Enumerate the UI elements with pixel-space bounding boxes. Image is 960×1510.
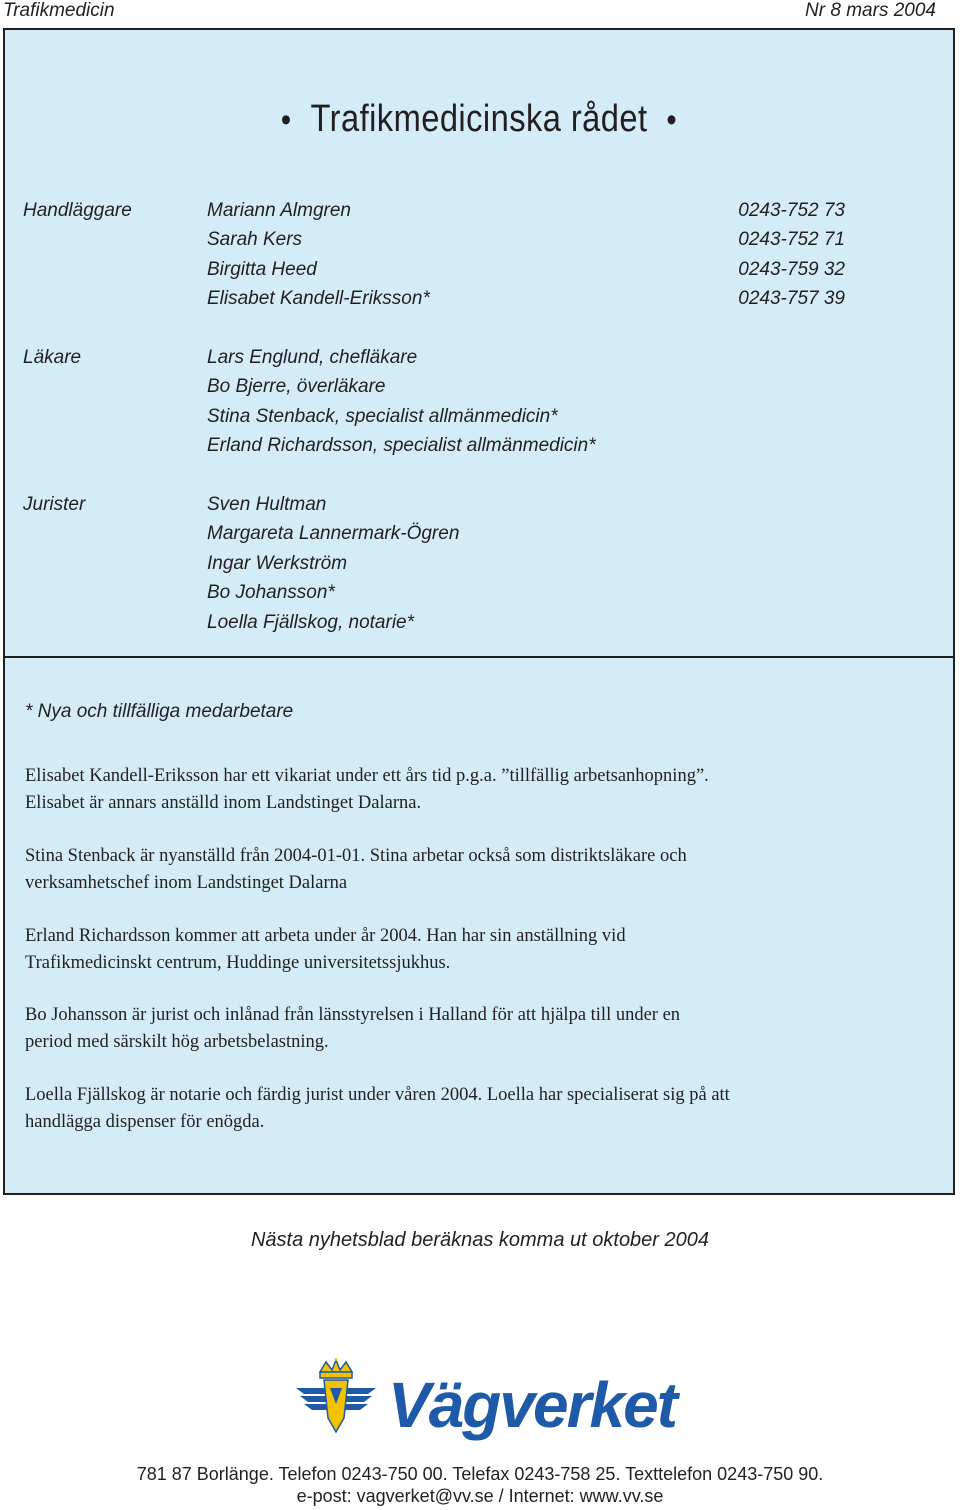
footer-address: 781 87 Borlänge. Telefon 0243-750 00. Telefax 0243-758 25. Texttelefon 0243-750 90. <box>136 1464 824 1484</box>
note-paragraph: Erland Richardsson kommer att arbeta under år 2004. Han har sin anställning vid Trafikmedicinskt centrum, Huddinge universitetssjukhus. <box>25 926 626 973</box>
staff-name: Bo Johansson* <box>207 582 335 604</box>
staff-name: Loella Fjällskog, notarie* <box>207 611 415 633</box>
bullet-icon: • <box>666 101 678 139</box>
staff-name: Stina Stenback, specialist allmänmedicin* <box>207 405 558 427</box>
staff-name: Sarah Kers <box>207 229 303 251</box>
staff-name: Birgitta Heed <box>207 258 317 280</box>
address-footer <box>0 1463 960 1507</box>
section-divider <box>5 656 953 658</box>
staff-name: Mariann Almgren <box>207 200 351 221</box>
newsletter-name: Trafikmedicin <box>3 0 115 21</box>
category-label: Handläggare <box>23 200 132 221</box>
category-label: Läkare <box>23 347 82 368</box>
staff-phone: 0243-752 73 <box>738 200 845 221</box>
staff-phone: 0243-752 71 <box>738 229 845 251</box>
note-paragraph: Loella Fjällskog är notarie och färdig jurist under våren 2004. Loella har specialiserat sig på att handlägga dispenser för enögda. <box>25 1085 730 1132</box>
next-issue-notice: Nästa nyhetsblad beräknas komma ut oktober 2004 <box>250 1229 710 1251</box>
staff-name: Lars Englund, chefläkare <box>207 347 418 368</box>
note-paragraph: Stina Stenback är nyanställd från 2004-01-01. Stina arbetar också som distriktsläkare och verksamhetschef inom Landstinget Dalarna <box>25 846 687 893</box>
council-box <box>3 28 955 1195</box>
council-title: • Trafikmedicinska rådet • <box>280 98 678 140</box>
notes-heading: * Nya och tillfälliga medarbetare <box>25 701 294 722</box>
staff-name: Margareta Lannermark-Ögren <box>207 523 460 545</box>
staff-name: Erland Richardsson, specialist allmänmedicin* <box>207 435 596 457</box>
page-header <box>0 0 960 26</box>
staff-phone: 0243-757 39 <box>738 288 845 310</box>
vagverket-logo-text: Vägverket <box>388 1369 676 1441</box>
note-paragraph: Bo Johansson är jurist och inlånad från länsstyrelsen i Halland för att hjälpa till under en period med särskilt hög arbetsbelastning. <box>25 1005 681 1052</box>
staff-name: Elisabet Kandell-Eriksson* <box>207 288 430 310</box>
bullet-icon: • <box>280 101 292 139</box>
staff-name: Bo Bjerre, överläkare <box>207 376 386 398</box>
note-paragraph: Elisabet Kandell-Eriksson har ett vikariat under ett års tid p.g.a. ”tillfällig arbetsanhopning”. Elisabet är annars anställd inom Landstinget Dalarna. <box>25 766 709 813</box>
footer-contact: e-post: vagverket@vv.se / Internet: www.vv.se <box>296 1486 664 1506</box>
staff-name: Ingar Werkström <box>207 552 348 574</box>
category-label: Jurister <box>23 494 86 515</box>
staff-name: Sven Hultman <box>207 494 327 515</box>
staff-phone: 0243-759 32 <box>738 258 845 280</box>
issue-date: Nr 8 mars 2004 <box>805 0 936 21</box>
